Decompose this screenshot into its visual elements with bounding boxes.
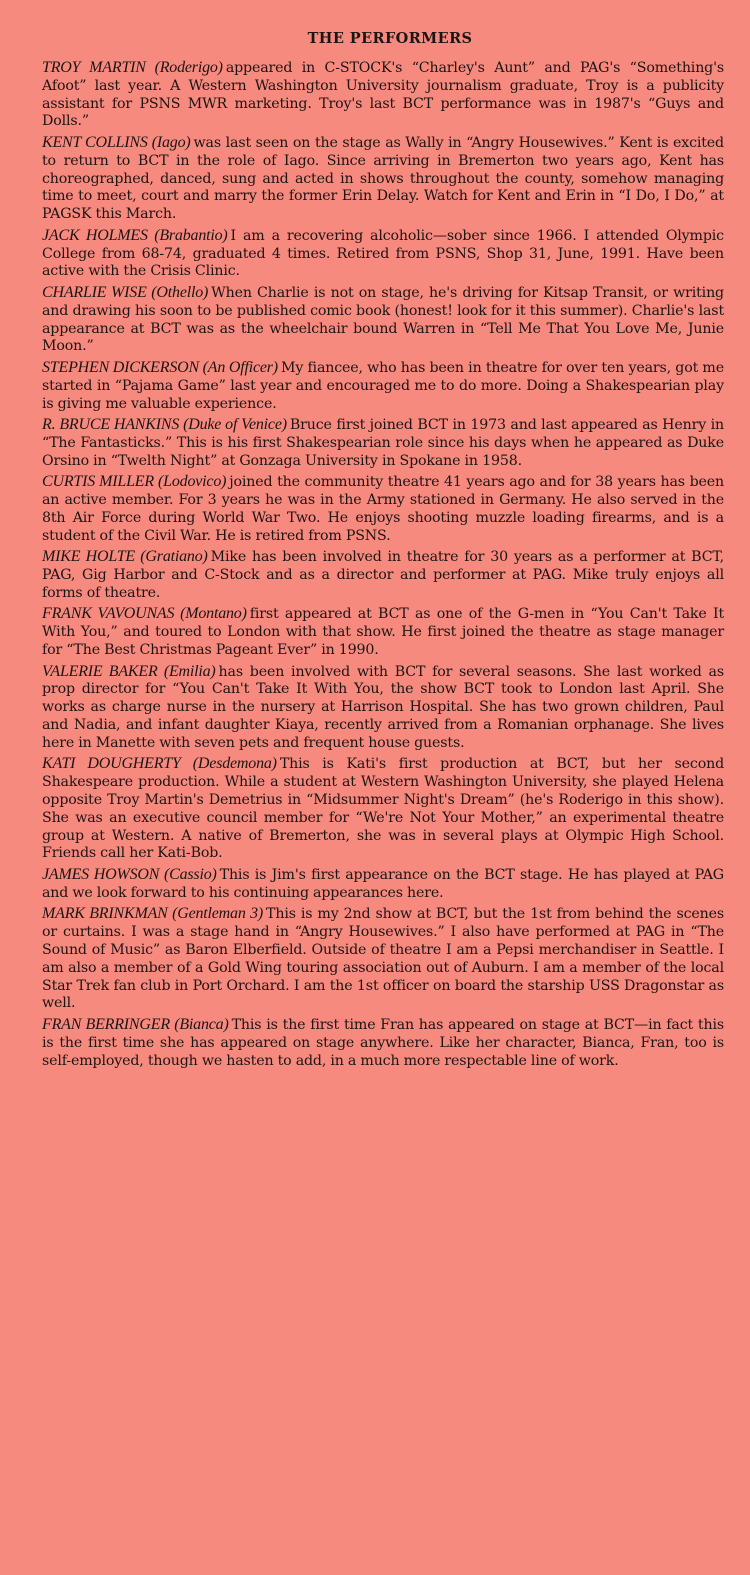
performer-name: KATI DOUGHERTY (Desdemona) [42, 755, 277, 773]
performer-bio: has been involved with BCT for several seasons. She last worked as prop director for “You Can't Take It With You, the show BCT took to London last April. She works as charge nurse in the nursery at Harrison Hospital. She has two grown children, Paul and Nadia, and infant daughter Kiaya, recently arrived from a Romanian orphanage. She lives here in Manette with seven pets and frequent house guests. [42, 663, 724, 751]
performer-bio: When Charlie is not on stage, he's driving for Kitsap Transit, or writing and drawing his soon to be published comic book (honest! look for it this summer). Charlie's last appearance at BCT was as the wheelchair bound Warren in “Tell Me That You Love Me, Junie Moon.” [42, 284, 724, 355]
performer-name: MARK BRINKMAN (Gentleman 3) [42, 905, 264, 923]
bio-jack-holmes [42, 227, 724, 281]
bio-kent-collins [42, 134, 724, 224]
performer-name: CHARLIE WISE (Othello) [42, 283, 209, 301]
bio-fran-berringer [42, 1016, 724, 1070]
performer-bio: appeared in C-STOCK's “Charley's Aunt” and PAG's “Something's Afoot” last year. A Western Washington University journalism graduate, Troy is a publicity assistant for PSNS MWR marketing. Troy's last BCT performance was in 1987's “Guys and Dolls.” [42, 60, 724, 130]
bio-mark-brinkman [42, 905, 724, 1013]
performer-bio: This is Kati's first production at BCT, but her second Shakespeare production. While a student at Western Washington University, she played Helena opposite Troy Martin's Demetrius in “Midsummer Night's Dream” (he's Roderigo in this show). She was an executive council member for “We're Not Your Mother,” an experimental theatre group at Western. A native of Bremerton, she was in several plays at Olympic High School. Friends call her Kati-Bob. [42, 756, 725, 862]
performer-bio: This is Jim's first appearance on the BCT stage. He has played at PAG and we look forward to his continuing appearances here. [42, 867, 724, 901]
performer-name: FRAN BERRINGER (Bianca) [42, 1016, 229, 1033]
performer-name: TROY MARTIN (Roderigo) [42, 59, 223, 76]
performer-name: MIKE HOLTE (Gratiano) [42, 548, 208, 566]
performer-bio: Mike has been involved in theatre for 30 years as a performer at BCT, PAG, Gig Harbor and C-Stock and as a director and performer at PAG. Mike truly enjoys all forms of theatre. [42, 549, 724, 601]
bio-curtis-miller [42, 473, 724, 545]
performer-bio: This is the first time Fran has appeared on stage at BCT—in fact this is the first time she has appeared on stage anywhere. Like her character, Bianca, Fran, too is self-employed, though we hasten to add, in a much more respectable line of work. [42, 1017, 724, 1069]
performer-bio: Bruce first joined BCT in 1973 and last appeared as Henry in “The Fantasticks.” This is his first Shakespearian role since his days when he appeared as Duke Orsino in “Twelth Night” at Gonzaga University in Spokane in 1958. [42, 417, 724, 469]
bio-valerie-baker [42, 663, 724, 753]
bio-james-howson [42, 866, 724, 903]
performer-bio: first appeared at BCT as one of the G-men in “You Can't Take It With You,” and toured to London with that show. He first joined the theatre as stage manager for “The Best Christmas Pageant Ever” in 1990. [42, 606, 725, 659]
performer-bio: I am a recovering alcoholic—sober since 1966. I attended Olympic College from 68-74, graduated 4 times. Retired from PSNS, Shop 31, June, 1991. Have been active with the Crisis Clinic. [42, 227, 724, 280]
performer-name: VALERIE BAKER (Emilia) [42, 662, 216, 680]
bio-troy-martin [42, 59, 724, 131]
performer-bio: This is my 2nd show at BCT, but the 1st from behind the scenes or curtains. I was a stage hand in “Angry Housewives.” I also have performed at PAG in “The Sound of Music” as Baron Elberfield. Outside of theatre I am a Pepsi merchandiser in Seattle. I am also a member of a Gold Wing touring association out of Auburn. I am a member of the local Star Trek fan club in Port Orchard. I am the 1st officer on board the starship USS Dragonstar as well. [42, 906, 725, 1012]
bio-kati-dougherty [42, 755, 724, 863]
performer-name: KENT COLLINS (Iago) [42, 133, 191, 151]
bio-frank-vavounas [42, 605, 724, 659]
performer-bio: My fiancee, who has been in theatre for over ten years, got me started in “Pajama Game” last year and encouraged me to do more. Doing a Shakespearian play is giving me valuable experience. [42, 359, 724, 412]
bio-charlie-wise [42, 284, 724, 356]
performer-name: JAMES HOWSON (Cassio) [42, 866, 217, 884]
bio-bruce-hankins [42, 416, 724, 470]
bio-stephen-dickerson [42, 359, 724, 413]
bio-mike-holte [42, 548, 724, 602]
performer-bio: joined the community theatre 41 years ago and for 38 years has been an active member. For 3 years he was in the Army stationed in Germany. He also served in the 8th Air Force during World War Two. He enjoys shooting muzzle loading firearms, and is a student of the Civil War. He is retired from PSNS. [42, 474, 725, 544]
page-heading: THE PERFORMERS [307, 30, 473, 47]
performer-name: R. BRUCE HANKINS (Duke of Venice) [42, 416, 287, 434]
performer-bio: was last seen on the stage as Wally in “Angry Housewives.” Kent is excited to return to BCT in the role of Iago. Since arriving in Bremerton two years ago, Kent has choreographed, danced, sung and acted in shows throughout the county, somehow managing time to meet, court and marry the former Erin Delay. Watch for Kent and Erin in “I Do, I Do,” at PAGSK this March. [42, 134, 724, 223]
performer-name: FRANK VAVOUNAS (Montano) [42, 605, 247, 623]
performer-name: JACK HOLMES (Brabantio) [42, 226, 228, 244]
performer-name: STEPHEN DICKERSON (An Officer) [42, 358, 278, 376]
performer-name: CURTIS MILLER (Lodovico) [42, 473, 227, 491]
